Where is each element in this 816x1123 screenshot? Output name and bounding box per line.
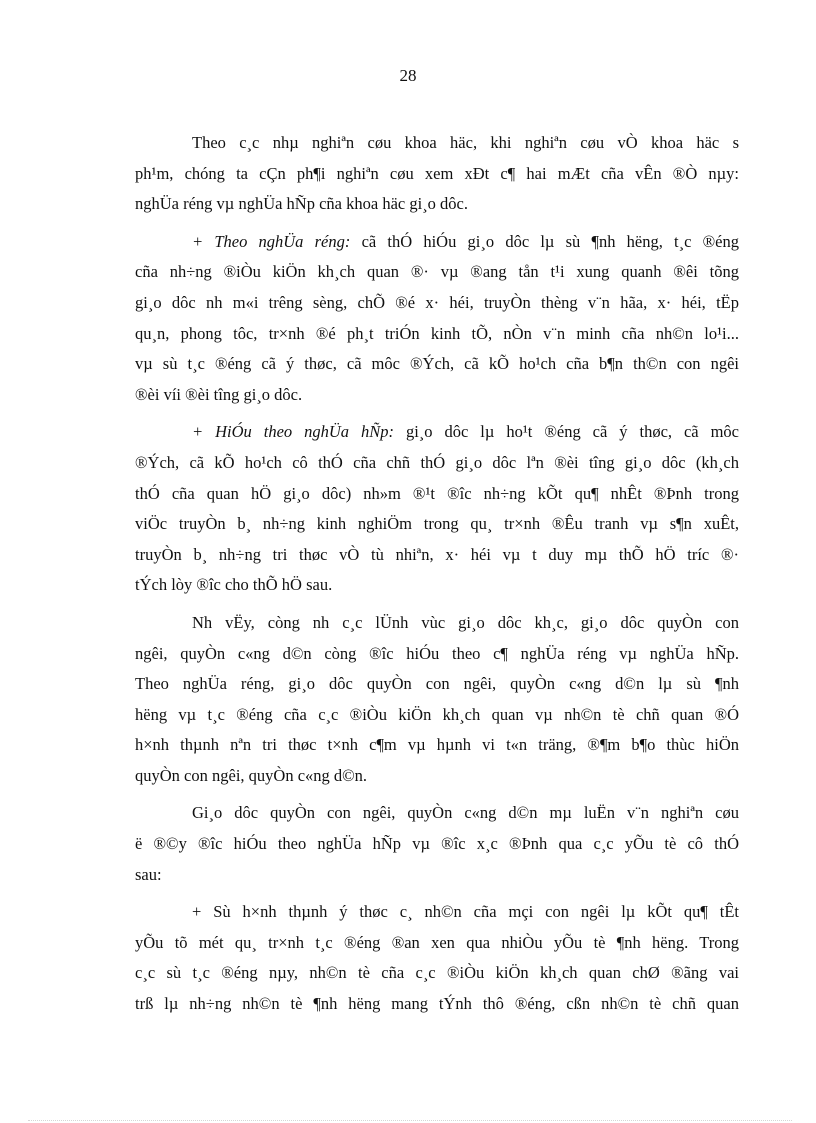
paragraph-3	[135, 417, 739, 601]
text-line: cña nh÷ng ®iÒu kiÖn kh¸ch quan ®· vµ ®ang tån t¹i xung quanh ®êi tõng	[135, 262, 739, 282]
text-line: ph¹m, chóng ta cÇn ph¶i nghiªn cøu xem xÐt c¶ hai mÆt cña vÊn ®Ò nµy:	[135, 163, 739, 183]
text-line: viÖc truyÒn b¸ nh÷ng kinh nghiÖm trong qu¸ tr×nh ®Êu tranh vµ s¶n xuÊt,	[135, 514, 739, 534]
text-line	[135, 227, 739, 258]
text-line: thÓ cña quan hÖ gi¸o dôc) nh»m ®¹t ®îc nh÷ng kÕt qu¶ nhÊt ®Þnh trong	[135, 483, 739, 503]
text-line: gi¸o dôc nh m«i trêng sèng, chÕ ®é x· héi, truyÒn thèng v¨n hãa, x· héi, tËp	[135, 292, 739, 312]
italic-lead: + HiÓu theo nghÜa hÑp:	[192, 422, 394, 442]
text-line: Gi¸o dôc quyÒn con ngêi, quyÒn c«ng d©n mµ luËn v¨n nghiªn cøu	[192, 803, 739, 823]
text-line: ®èi víi ®èi tîng gi¸o dôc.	[135, 384, 303, 404]
body-text	[135, 128, 739, 1027]
text-line: ngêi, quyÒn c«ng d©n còng ®îc hiÓu theo c¶ nghÜa réng vµ nghÜa hÑp.	[135, 643, 739, 663]
text-line: sau:	[135, 864, 162, 884]
line-text: gi¸o dôc lµ ho¹t ®éng cã ý thøc, cã môc	[393, 422, 739, 442]
paragraph-2	[135, 227, 739, 411]
line-text: cã thÓ hiÓu gi¸o dôc lµ sù ¶nh hëng, t¸c ®éng	[350, 231, 739, 251]
text-line: quyÒn con ngêi, quyÒn c«ng d©n.	[135, 765, 368, 785]
text-line: h×nh thµnh nªn tri thøc t×nh c¶m vµ hµnh vi t«n träng, ®¶m b¶o thùc hiÖn	[135, 735, 739, 755]
page-number: 28	[399, 66, 417, 85]
text-line: Theo nghÜa réng, gi¸o dôc quyÒn con ngêi, quyÒn c«ng d©n lµ sù ¶nh	[135, 674, 739, 694]
text-line: trß lµ nh÷ng nh©n tè ¶nh hëng mang tÝnh thô ®éng, cßn nh©n tè chñ quan	[135, 994, 739, 1014]
text-line: nghÜa réng vµ nghÜa hÑp cña khoa häc gi¸o dôc.	[135, 194, 468, 214]
paragraph-5	[135, 798, 739, 890]
text-line: ë ®©y ®îc hiÓu theo nghÜa hÑp vµ ®îc x¸c ®Þnh qua c¸c yÕu tè cô thÓ	[135, 834, 739, 854]
paragraph-1	[135, 128, 739, 220]
paragraph-6	[135, 897, 739, 1019]
page-bottom-divider	[28, 1120, 792, 1121]
text-line: yÕu tõ mét qu¸ tr×nh t¸c ®éng ®an xen qua nhiÒu yÕu tè ¶nh hëng. Trong	[135, 932, 739, 952]
text-line: + Sù h×nh thµnh ý thøc c¸ nh©n cña mçi con ngêi lµ kÕt qu¶ tÊt	[192, 902, 739, 922]
italic-lead: + Theo nghÜa réng:	[192, 231, 351, 251]
paragraph-4	[135, 608, 739, 792]
text-line: Theo c¸c nhµ nghiªn cøu khoa häc, khi nghiªn cøu vÒ khoa häc s	[192, 133, 739, 152]
text-line: vµ sù t¸c ®éng cã ý thøc, cã môc ®Ých, cã kÕ ho¹ch cña b¶n th©n con ngêi	[135, 354, 739, 374]
text-line: Nh vËy, còng nh c¸c lÜnh vùc gi¸o dôc kh¸c, gi¸o dôc quyÒn con	[192, 612, 739, 632]
text-line: c¸c sù t¸c ®éng nµy, nh©n tè cña c¸c ®iÒu kiÖn kh¸ch quan chØ ®ãng vai	[135, 963, 739, 983]
text-line: qu¸n, phong tôc, tr×nh ®é ph¸t triÓn kinh tÕ, nÒn v¨n minh cña nh©n lo¹i...	[135, 323, 739, 343]
text-line: tÝch lòy ®îc cho thÕ hÖ sau.	[135, 575, 333, 595]
text-line: truyÒn b¸ nh÷ng tri thøc vÒ tù nhiªn, x· héi vµ t duy mµ thÕ hÖ tríc ®·	[135, 544, 739, 564]
text-line: ®Ých, cã kÕ ho¹ch cô thÓ cña chñ thÓ gi¸o dôc lªn ®èi tîng gi¸o dôc (kh¸ch	[135, 452, 739, 472]
text-line	[135, 417, 739, 448]
text-line: hëng vµ t¸c ®éng cña c¸c ®iÒu kiÖn kh¸ch quan vµ nh©n tè chñ quan ®Ó	[135, 704, 739, 724]
